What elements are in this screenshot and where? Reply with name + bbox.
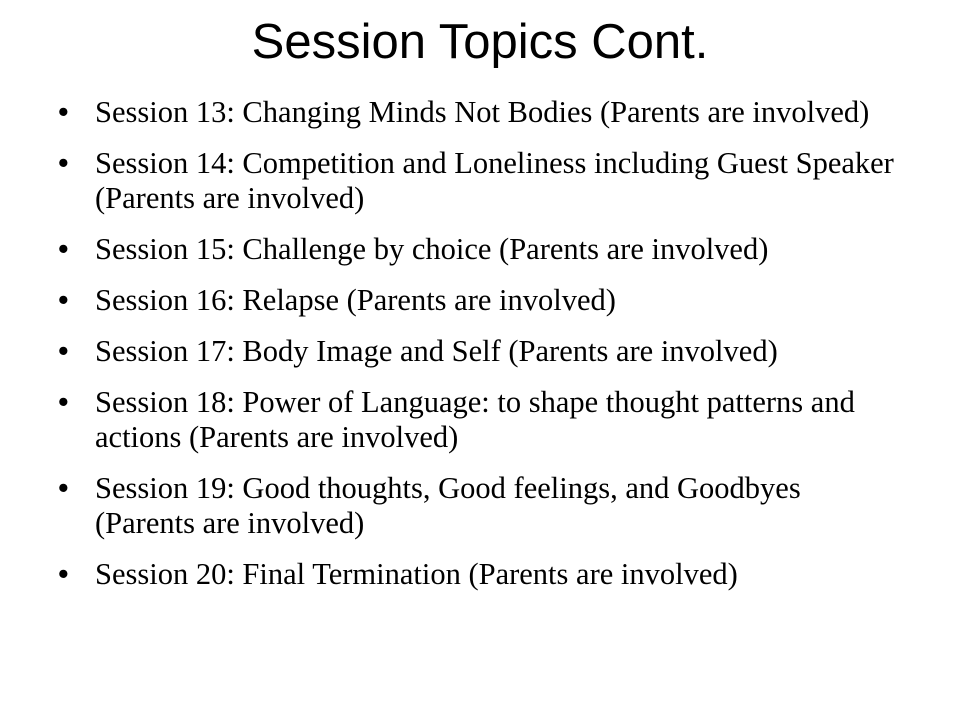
- bullet-icon: •: [58, 471, 69, 505]
- list-item-text: Session 18: Power of Language: to shape thought patterns and actions (Parents are involved): [95, 385, 855, 454]
- list-item: [58, 334, 908, 369]
- bullet-icon: •: [58, 385, 69, 419]
- list-item-text: Session 14: Competition and Loneliness including Guest Speaker (Parents are involved): [95, 146, 894, 215]
- list-item: [58, 95, 908, 130]
- list-item: [58, 385, 908, 455]
- list-item: [58, 557, 908, 592]
- bullet-icon: •: [58, 232, 69, 266]
- list-item-text: Session 17: Body Image and Self (Parents are involved): [95, 334, 778, 368]
- bullet-icon: •: [58, 557, 69, 591]
- list-item: [58, 283, 908, 318]
- list-item-text: Session 20: Final Termination (Parents are involved): [95, 557, 738, 591]
- slide-title: Session Topics Cont.: [251, 15, 709, 69]
- list-item: [58, 471, 908, 541]
- bullet-icon: •: [58, 146, 69, 180]
- list-item-text: Session 15: Challenge by choice (Parents are involved): [95, 232, 769, 266]
- list-item: [58, 232, 908, 267]
- list-item-text: Session 19: Good thoughts, Good feelings, and Goodbyes (Parents are involved): [95, 471, 801, 540]
- list-item-text: Session 13: Changing Minds Not Bodies (Parents are involved): [95, 95, 870, 129]
- list-item-text: Session 16: Relapse (Parents are involved): [95, 283, 616, 317]
- bullet-icon: •: [58, 334, 69, 368]
- bullet-icon: •: [58, 95, 69, 129]
- session-topic-list: [58, 95, 908, 608]
- bullet-icon: •: [58, 283, 69, 317]
- list-item: [58, 146, 908, 216]
